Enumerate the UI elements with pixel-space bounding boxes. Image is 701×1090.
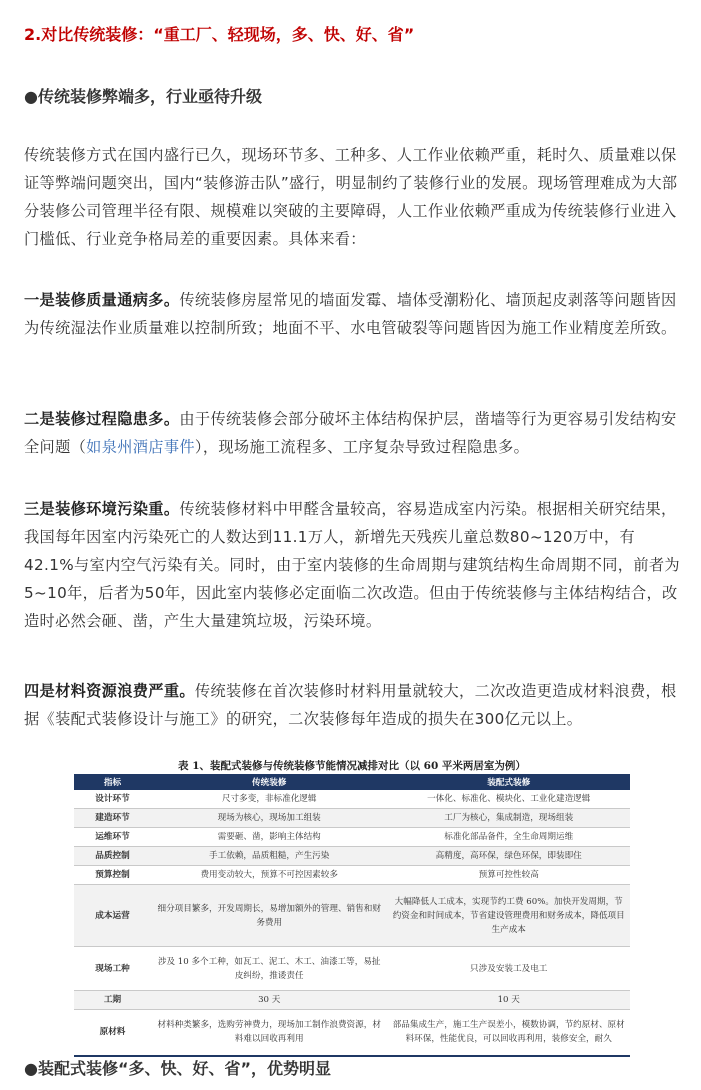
point-pollution-text: 传统装修材料中甲醛含量较高，容易造成室内污染。根据相关研究结果，我国每年因室内污染死亡的人数达到11.1万人，新增先天残疾儿童总数80~120万中，有42.1%与室内空气污染有关。同时，由于室内装修的生命周期与建筑结构生命周期不同，前者为5~10年，后者为50年，因此室内装修必定面临二次改造。但由于传统装修与主体结构结合，改造时必然会砸、凿，产生大量建筑垃圾，污染环境。 — [24, 500, 680, 630]
row-traditional: 材料种类繁多，选购劳神费力，现场加工制作浪费资源，材料难以回收再利用 — [151, 1010, 387, 1056]
row-prefab: 高精度，高环保，绿色环保，即装即住 — [387, 847, 630, 866]
row-prefab: 一体化、标准化、模块化、工业化建造逻辑 — [387, 790, 630, 809]
comparison-table — [74, 774, 630, 1057]
table-row — [74, 866, 630, 885]
row-indicator: 建造环节 — [74, 809, 151, 828]
row-indicator: 设计环节 — [74, 790, 151, 809]
subheading-prefab-advantages: ●装配式装修“多、快、好、省”，优势明显 — [24, 1059, 331, 1078]
comparison-table-figure — [74, 758, 630, 1057]
point-pollution-lead: 三是装修环境污染重。 — [24, 500, 180, 518]
point-quality-lead: 一是装修质量通病多。 — [24, 291, 180, 309]
intro-paragraph: 传统装修方式在国内盛行已久，现场环节多、工种多、人工作业依赖严重，耗时久、质量难以保证等弊端问题突出，国内“装修游击队”盛行，明显制约了装修行业的发展。现场管理难成为大部分装修公司管理半径有限、规模难以突破的主要障碍，人工作业依赖严重成为传统装修行业进入门槛低、行业竞争格局差的重要因素。具体来看： — [24, 146, 678, 248]
row-indicator: 品质控制 — [74, 847, 151, 866]
row-prefab: 预算可控性较高 — [387, 866, 630, 885]
point-process-lead: 二是装修过程隐患多。 — [24, 410, 180, 428]
row-prefab: 10 天 — [387, 991, 630, 1010]
row-traditional: 细分项目繁多，开发周期长，易增加额外的管理、销售和财务费用 — [151, 885, 387, 947]
section-heading: 2.对比传统装修：“重工厂、轻现场，多、快、好、省” — [24, 25, 415, 44]
header-traditional: 传统装修 — [151, 774, 387, 790]
row-indicator: 工期 — [74, 991, 151, 1010]
row-traditional: 30 天 — [151, 991, 387, 1010]
table-header-row — [74, 774, 630, 790]
table-caption: 表 1、装配式装修与传统装修节能情况减排对比（以 60 平米两居室为例） — [178, 760, 526, 772]
header-prefab: 装配式装修 — [387, 774, 630, 790]
point-process-hazards — [24, 405, 684, 461]
table-row — [74, 947, 630, 991]
row-indicator: 预算控制 — [74, 866, 151, 885]
point-quality-text: 传统装修房屋常见的墙面发霉、墙体受潮粉化、墙顶起皮剥落等问题皆因为传统湿法作业质量难以控制所致；地面不平、水电管破裂等问题皆因为施工作业精度差所致。 — [24, 291, 677, 337]
row-traditional: 涉及 10 多个工种，如瓦工、泥工、木工、油漆工等，易扯皮纠纷，推诿责任 — [151, 947, 387, 991]
row-prefab: 标准化部品备件，全生命周期运维 — [387, 828, 630, 847]
quanzhou-hotel-link[interactable]: 如泉州酒店事件 — [86, 438, 195, 456]
point-material-lead: 四是材料资源浪费严重。 — [24, 682, 195, 700]
row-indicator: 成本运营 — [74, 885, 151, 947]
table-row — [74, 885, 630, 947]
table-row — [74, 1010, 630, 1056]
table-row — [74, 790, 630, 809]
point-quality-issues — [24, 286, 684, 342]
row-traditional: 现场为核心，现场加工组装 — [151, 809, 387, 828]
table-row — [74, 991, 630, 1010]
point-process-text-before: 由于传统装修会部分破坏主体结构保护层，凿墙等行为更容易引发结构安全问题（ — [24, 410, 677, 456]
row-traditional: 手工依赖，品质粗糙，产生污染 — [151, 847, 387, 866]
row-prefab: 只涉及安装工及电工 — [387, 947, 630, 991]
table-row — [74, 809, 630, 828]
row-traditional: 尺寸多变，非标准化逻辑 — [151, 790, 387, 809]
row-indicator: 现场工种 — [74, 947, 151, 991]
row-traditional: 需要砸、凿，影响主体结构 — [151, 828, 387, 847]
row-indicator: 运维环节 — [74, 828, 151, 847]
table-row — [74, 847, 630, 866]
row-prefab: 部品集成生产，施工生产误差小，模数协调，节约原材、原材料环保，性能优良，可以回收再利用，装修安全，耐久 — [387, 1010, 630, 1056]
row-prefab: 工厂为核心，集成制造，现场组装 — [387, 809, 630, 828]
header-indicator: 指标 — [74, 774, 151, 790]
point-pollution — [24, 495, 684, 635]
point-material-waste — [24, 677, 684, 733]
point-material-text: 传统装修在首次装修时材料用量就较大，二次改造更造成材料浪费，根据《装配式装修设计与施工》的研究，二次装修每年造成的损失在300亿元以上。 — [24, 682, 677, 728]
row-prefab: 大幅降低人工成本，实现节约工费 60%。加快开发周期，节约资金和时间成本，节省建设管理费用和财务成本，降低项目生产成本 — [387, 885, 630, 947]
point-process-text-after: ），现场施工流程多、工序复杂导致过程隐患多。 — [194, 438, 530, 456]
subheading-traditional-drawbacks: ●传统装修弊端多，行业亟待升级 — [24, 87, 262, 106]
row-traditional: 费用变动较大，预算不可控因素较多 — [151, 866, 387, 885]
table-row — [74, 828, 630, 847]
row-indicator: 原材料 — [74, 1010, 151, 1056]
